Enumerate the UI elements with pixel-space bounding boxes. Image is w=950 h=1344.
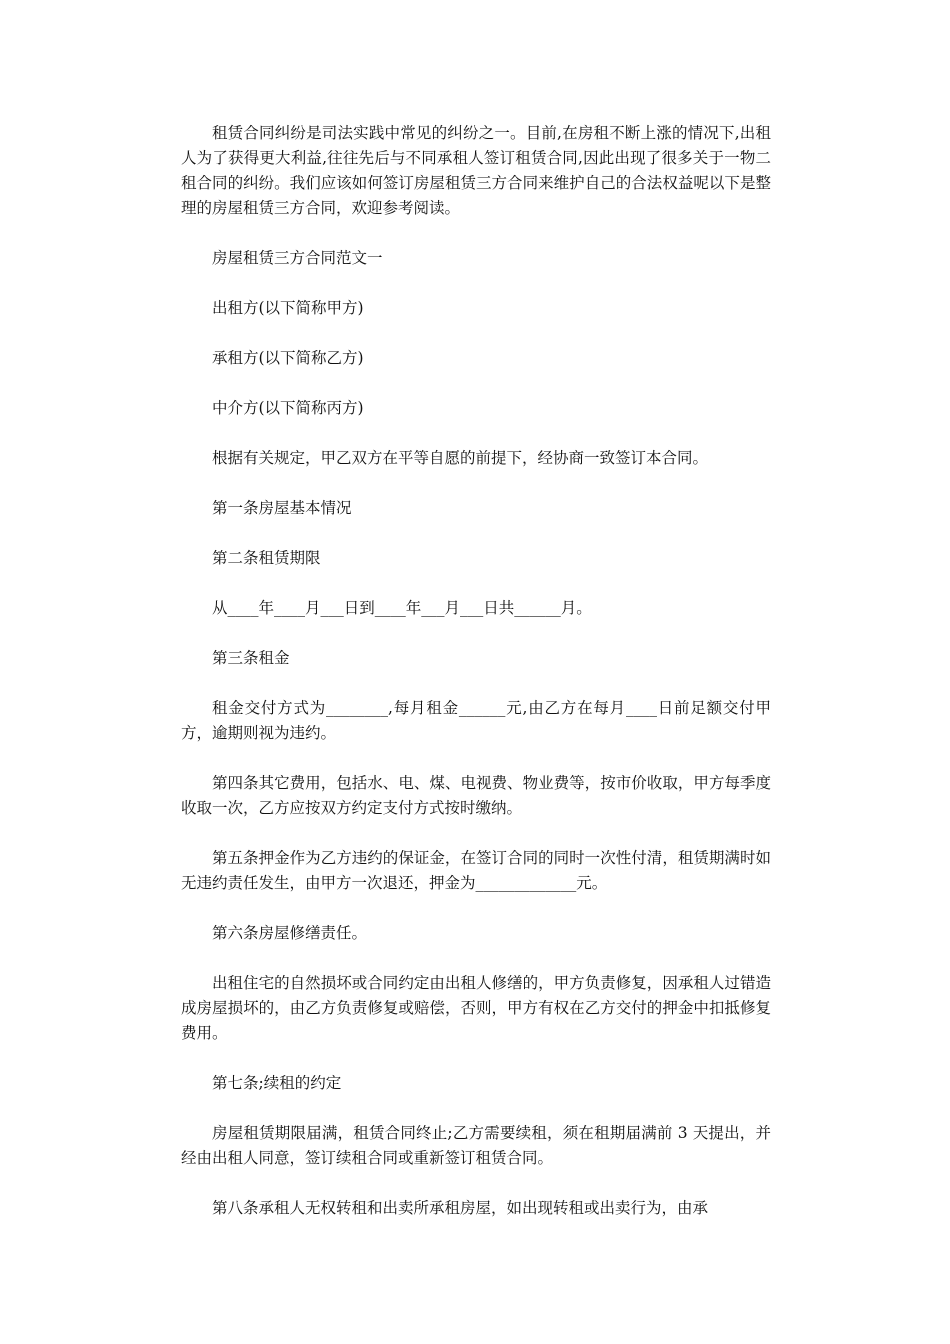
article-5-paragraph: 第五条押金作为乙方违约的保证金，在签订合同的同时一次性付清，租赁期满时如无违约责任发生，由甲方一次退还，押金为_____________元。 — [181, 849, 771, 892]
party-agent: 中介方(以下简称丙方) — [212, 399, 364, 417]
renewal-paragraph: 房屋租赁期限届满，租赁合同终止;乙方需要续租，须在租期届满前 3 天提出，并经由出租人同意，签订续租合同或重新签订租赁合同。 — [181, 1124, 771, 1167]
intro-paragraph: 租赁合同纠纷是司法实践中常见的纠纷之一。目前,在房租不断上涨的情况下,出租人为了获得更大利益,往往先后与不同承租人签订租赁合同,因此出现了很多关于一物二租合同的纠纷。我们应该如何签订房屋租赁三方合同来维护自己的合法权益呢以下是整理的房屋租赁三方合同，欢迎参考阅读。 — [181, 124, 771, 217]
article-7-heading: 第七条;续租的约定 — [212, 1074, 342, 1092]
article-8-paragraph: 第八条承租人无权转租和出卖所承租房屋，如出现转租或出卖行为，由承 — [212, 1199, 709, 1217]
article-4-paragraph: 第四条其它费用，包括水、电、煤、电视费、物业费等，按市价收取，甲方每季度收取一次，乙方应按双方约定支付方式按时缴纳。 — [181, 774, 771, 817]
article-2-heading: 第二条租赁期限 — [212, 549, 321, 567]
contract-title: 房屋租赁三方合同范文一 — [212, 249, 383, 267]
article-6-heading: 第六条房屋修缮责任。 — [212, 924, 368, 942]
party-lessor: 出租方(以下简称甲方) — [212, 299, 364, 317]
repair-paragraph: 出租住宅的自然损坏或合同约定由出租人修缮的，甲方负责修复，因承租人过错造成房屋损坏的，由乙方负责修复或赔偿，否则，甲方有权在乙方交付的押金中扣抵修复费用。 — [181, 974, 771, 1042]
article-1-heading: 第一条房屋基本情况 — [212, 499, 352, 517]
party-lessee: 承租方(以下简称乙方) — [212, 349, 364, 367]
article-3-heading: 第三条租金 — [212, 649, 290, 667]
preamble-paragraph: 根据有关规定，甲乙双方在平等自愿的前提下，经协商一致签订本合同。 — [212, 449, 709, 467]
rent-payment-paragraph: 租金交付方式为________,每月租金______元,由乙方在每月____日前足额交付甲方，逾期则视为违约。 — [181, 699, 771, 742]
lease-term-paragraph: 从____年____月___日到____年___月___日共______月。 — [212, 599, 592, 617]
document-body — [181, 121, 771, 1246]
